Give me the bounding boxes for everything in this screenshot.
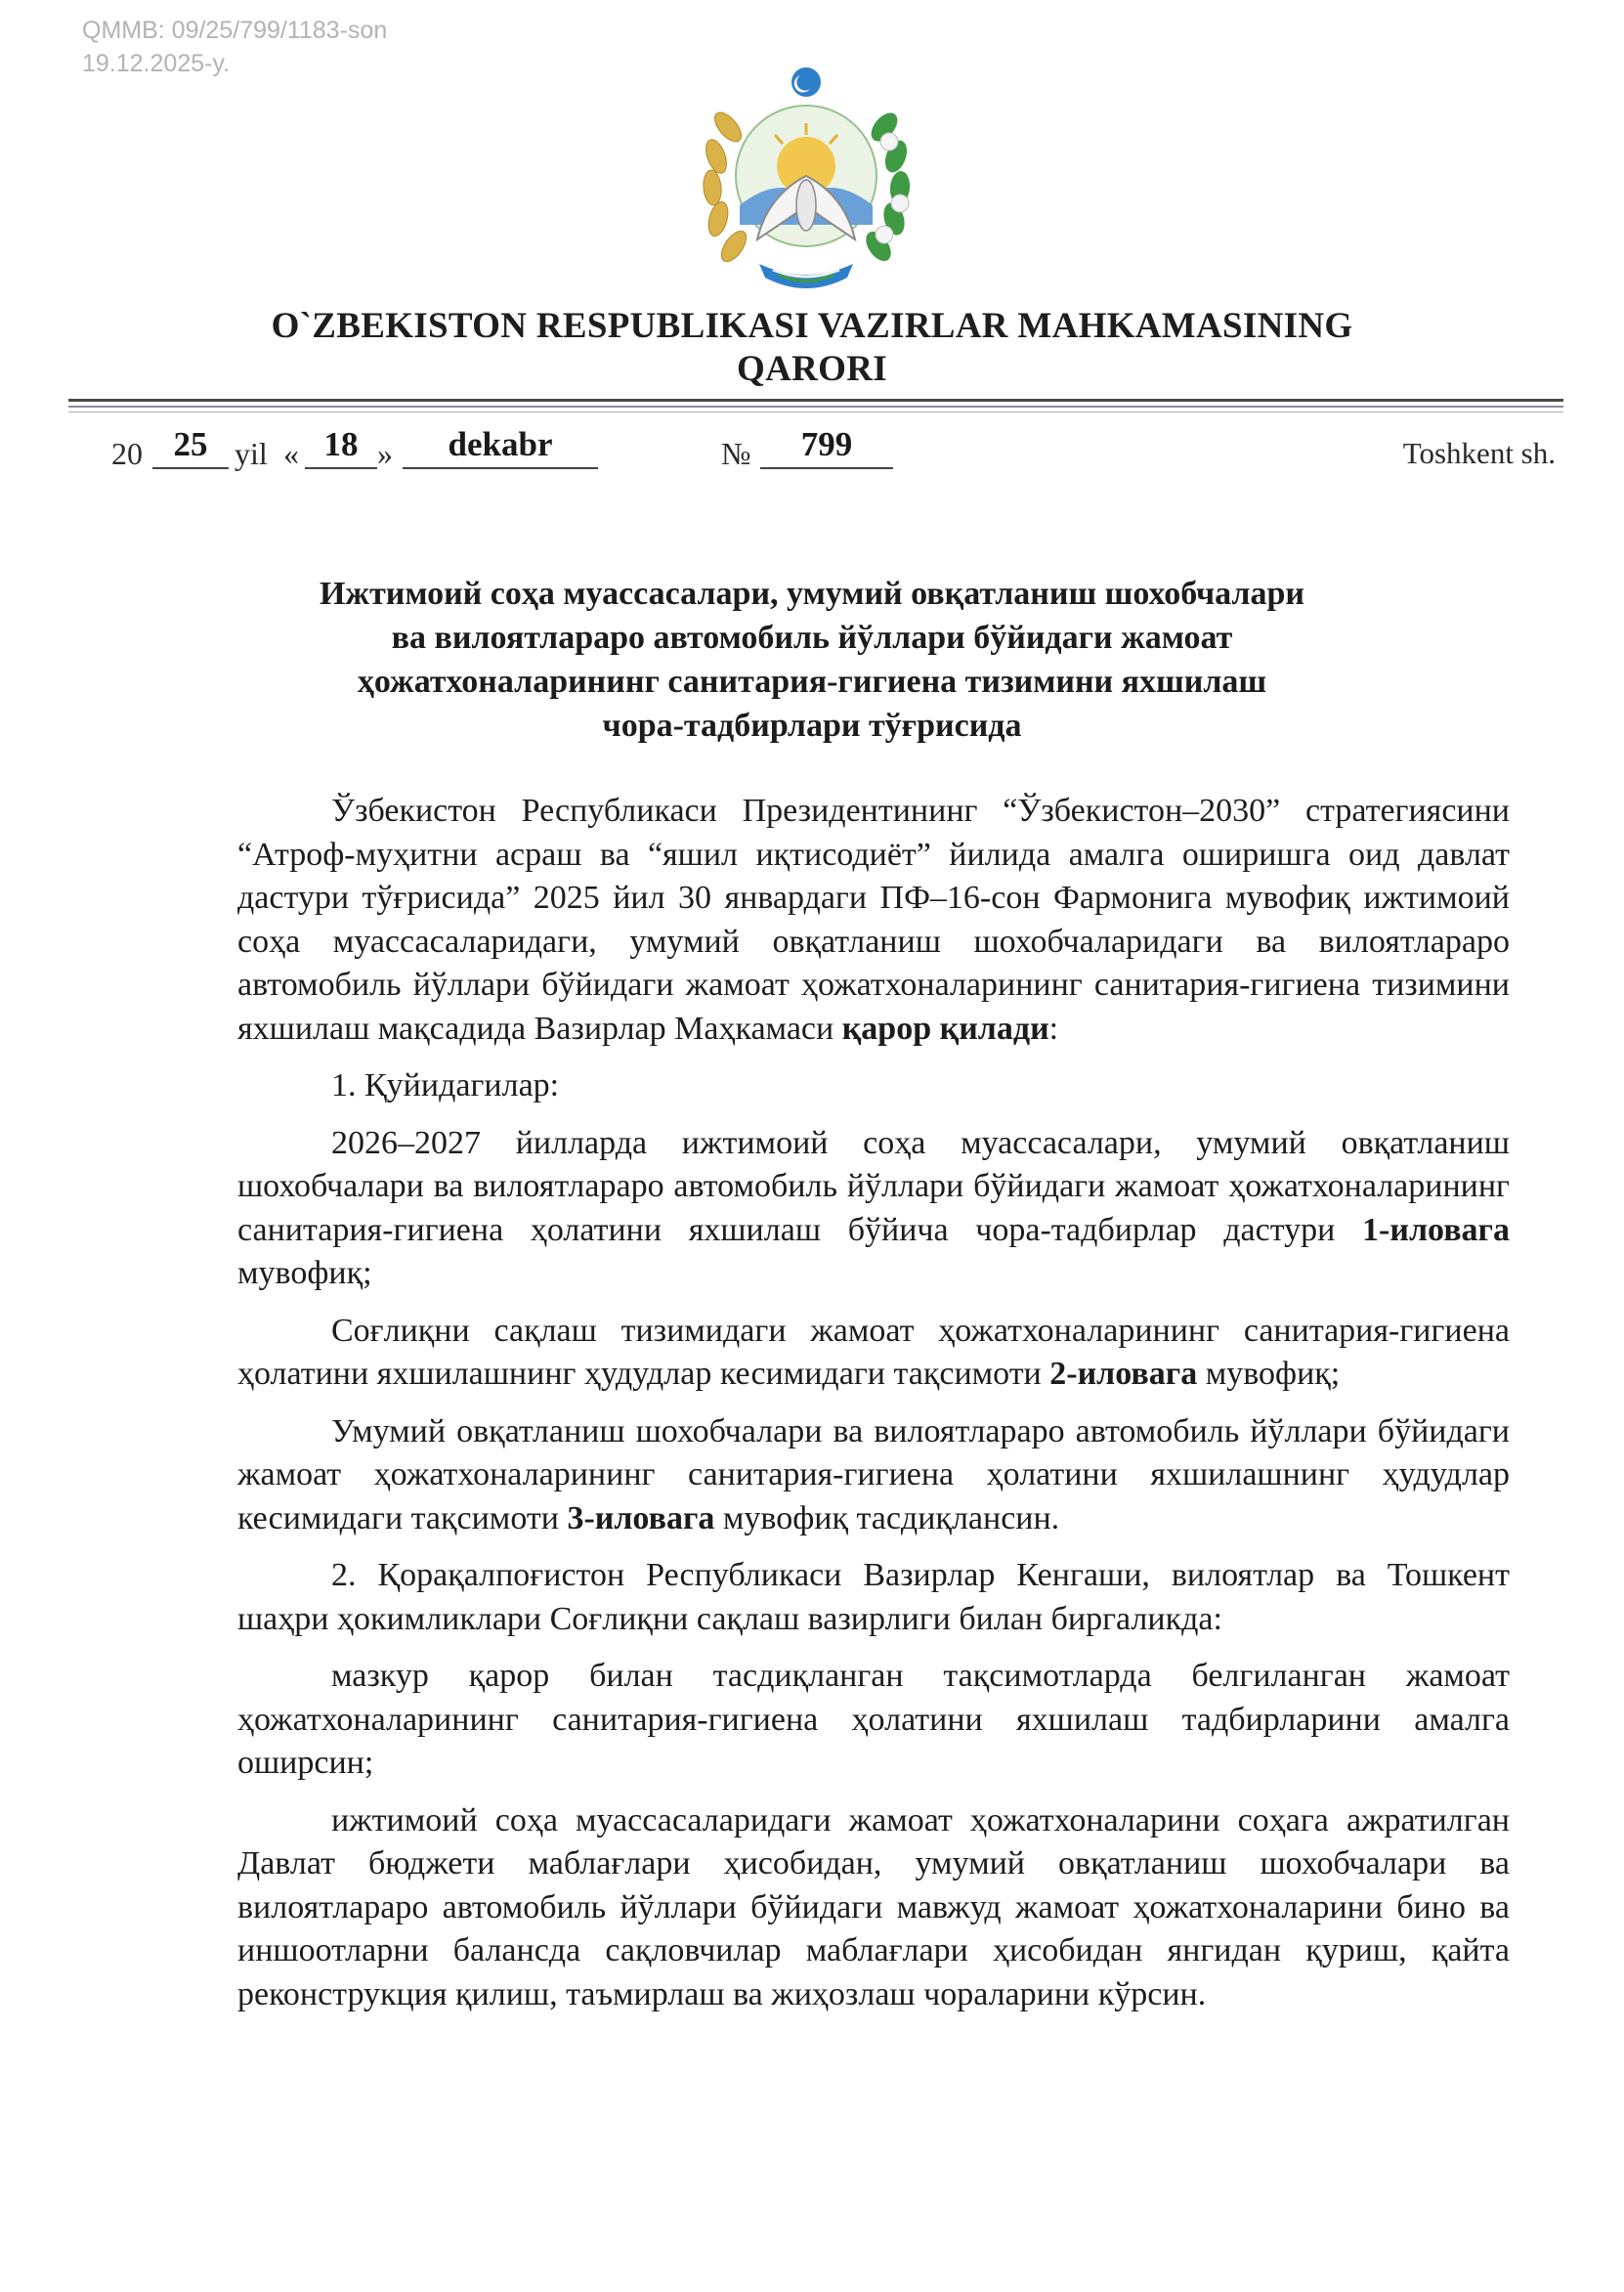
document-title-line-1: Ижтимоий соҳа муассасалари, умумий овқатланиш шохобчалари	[319, 576, 1304, 612]
document-title	[195, 572, 1429, 748]
header-divider-secondary	[68, 406, 1563, 408]
registration-number: QMMB: 09/25/799/1183-son	[82, 17, 388, 44]
date-number-line	[0, 416, 1624, 485]
preamble-end: :	[1048, 1010, 1059, 1047]
preamble-text: Ўзбекистон Республикаси Президентининг “Ўзбекистон–2030” стратегиясини “Атроф-муҳитни асраш ва “яшил иқтисодиёт” йилида амалга оширишга оид давлат дастури тўғрисида” 2025 йил 30 январдаги ПФ–16-сон Фармонига мувофиқ ижтимоий соҳа муассасаларидаги, умумий овқатланиш шохобчаларидаги ва вилоятлараро автомобиль йўллари бўйидаги жамоат ҳожатхоналарининг санитария-гигиена тизимини яхшилаш мақсадида Вазирлар Маҳкамаси	[237, 793, 1510, 1047]
clause-1-item-1	[237, 1122, 1510, 1296]
month-value: dekabr	[403, 422, 598, 469]
organization-title-line-1: O`ZBEKISTON RESPUBLIKASI VAZIRLAR MAHKAMASINING	[271, 306, 1353, 346]
clause-1-heading: 1. Қуйидагилар:	[331, 1067, 560, 1103]
clause-1-item-2-end: мувофиқ;	[1197, 1356, 1341, 1392]
number-sign: №	[721, 436, 751, 471]
organization-title-line-2: QARORI	[737, 349, 887, 389]
clause-2-heading: 2. Қорақалпоғистон Республикаси Вазирлар Кенгаши, вилоятлар ва Тошкент шаҳри ҳокимликлари Соғлиқни сақлаш вазирлиги билан биргаликда:	[237, 1557, 1510, 1637]
state-emblem-icon	[689, 59, 923, 303]
registration-stamp	[82, 14, 387, 80]
clause-1-item-3-end: мувофиқ тасдиқлансин.	[714, 1499, 1060, 1536]
clause-1-item-3	[237, 1410, 1510, 1541]
day-quote-open: «	[283, 436, 299, 471]
decree-number: 799	[760, 422, 893, 469]
resolution-phrase: қарор қилади	[841, 1010, 1049, 1047]
clause-2-item-1: мазкур қарор билан тасдиқланган тақсимотларда белгиланган жамоат ҳожатхоналарининг санитария-гигиена ҳолатини яхшилаш тадбирларини амалга оширсин;	[237, 1658, 1510, 1781]
clause-1-item-3-text: Умумий овқатланиш шохобчалари ва вилоятлараро автомобиль йўллари бўйидаги жамоат ҳожатхоналарининг санитария-гигиена ҳолатини яхшилашнинг ҳудудлар кесимидаги тақсимоти	[237, 1412, 1510, 1536]
clause-1-item-2-text: Соғлиқни сақлаш тизимидаги жамоат ҳожатхоналарининг санитария-гигиена ҳолатини яхшилашнинг ҳудудлар кесимидаги тақсимоти	[237, 1312, 1510, 1392]
document-body	[237, 790, 1510, 2030]
clause-1-item-1-text: 2026–2027 йилларда ижтимоий соҳа муассасалари, умумий овқатланиш шохобчалари ва вилоятлараро автомобиль йўллари бўйидаги жамоат ҳожатхоналарининг санитария-гигиена ҳолатини яхшилаш бўйича чора-тадбирлар дастури	[237, 1124, 1510, 1248]
day-quote-close: »	[377, 436, 393, 471]
clause-1-item-1-end: мувофиқ;	[237, 1255, 372, 1291]
header-divider	[68, 399, 1563, 402]
annex-3-reference: 3-иловага	[567, 1499, 715, 1536]
document-title-line-4: чора-тадбирлари тўғрисида	[602, 708, 1022, 744]
organization-title	[0, 305, 1624, 391]
document-title-line-3: ҳожатхоналарининг санитария-гигиена тизимини яхшилаш	[357, 664, 1267, 700]
document-title-line-2: ва вилоятлараро автомобиль йўллари бўйидаги жамоат	[391, 620, 1233, 656]
clause-1-item-2	[237, 1310, 1510, 1397]
year-value: 25	[152, 422, 229, 469]
year-label: yil	[235, 436, 268, 471]
preamble-paragraph	[237, 790, 1510, 1051]
year-prefix: 20	[111, 436, 143, 471]
clause-2-item-2: ижтимоий соҳа муассасаларидаги жамоат ҳожатхоналарини соҳага ажратилган Давлат бюджети маблағлари ҳисобидан, умумий овқатланиш шохобчалари ва вилоятлараро автомобиль йўллари бўйидаги мавжуд жамоат ҳожатхоналарини бино ва иншоотларни балансда сақловчилар маблағлари ҳисобидан янгидан қуриш, қайта реконструкция қилиш, таъмирлаш ва жиҳозлаш чораларини кўрсин.	[237, 1801, 1510, 2012]
registration-date: 19.12.2025-y.	[82, 50, 231, 77]
header-divider-tertiary	[68, 411, 1563, 412]
day-value: 18	[305, 422, 377, 469]
annex-1-reference: 1-иловага	[1362, 1211, 1510, 1248]
city-name: Toshkent sh.	[1402, 436, 1556, 470]
annex-2-reference: 2-иловага	[1049, 1356, 1198, 1392]
